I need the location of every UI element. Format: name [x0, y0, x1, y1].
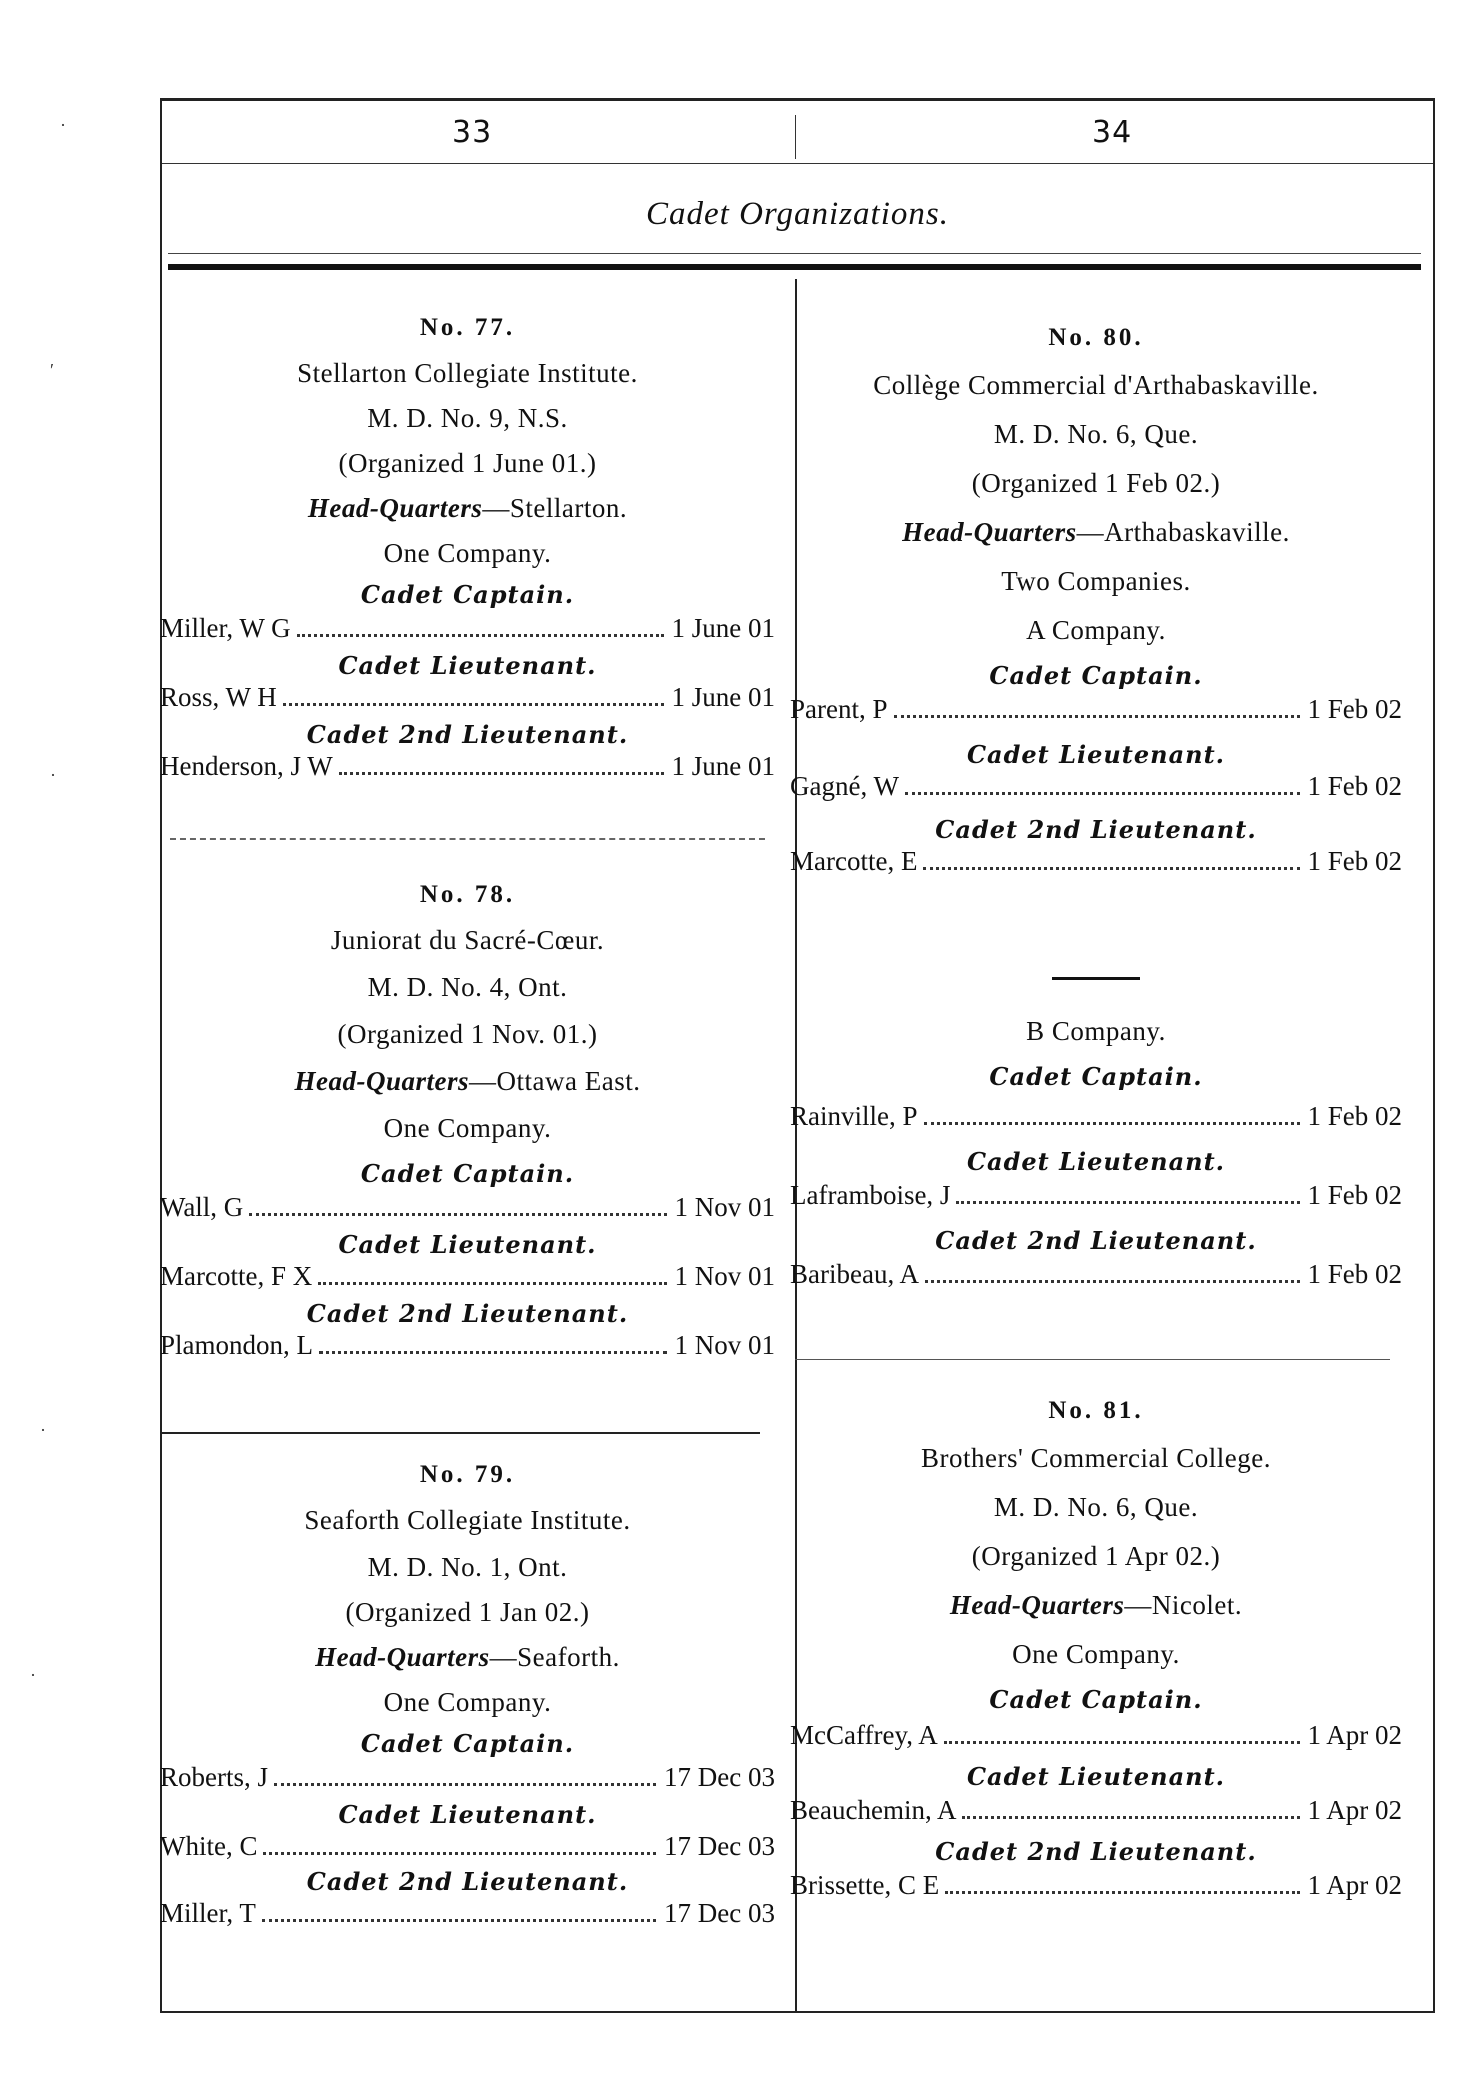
org-district: M. D. No. 1, Ont. — [367, 1552, 568, 1582]
officer-date: 1 June 01 — [671, 751, 775, 781]
hq-label: Head-Quarters — [307, 493, 483, 523]
officer-row — [160, 682, 775, 713]
company-a-heading: A Company. — [1026, 615, 1166, 645]
org-number: No. 78. — [419, 881, 516, 908]
dot-leader — [924, 1122, 1300, 1125]
scan-speck: ′ — [50, 360, 54, 380]
officer-name: McCaffrey, A — [790, 1720, 938, 1750]
org-number: No. 81. — [1048, 1397, 1144, 1424]
org-80 — [790, 325, 1402, 877]
dot-leader — [283, 703, 664, 706]
org-district: M. D. No. 4, Ont. — [367, 972, 568, 1002]
org-organized: (Organized 1 Apr 02.) — [971, 1541, 1221, 1571]
officer-name: Rainville, P — [790, 1101, 918, 1131]
dot-leader — [923, 867, 1299, 870]
rank-heading: Cadet Lieutenant. — [966, 1147, 1226, 1176]
org-number: No. 77. — [419, 314, 516, 341]
officer-name: Parent, P — [790, 694, 888, 724]
rank-heading: Cadet Captain. — [989, 1062, 1203, 1091]
company-b-heading: B Company. — [1026, 1016, 1166, 1046]
officer-date: 1 Feb 02 — [1307, 694, 1402, 724]
org-name: Juniorat du Sacré-Cœur. — [330, 925, 605, 955]
dot-leader — [274, 1783, 656, 1786]
dot-leader — [945, 1891, 1299, 1894]
section-separator — [170, 838, 765, 840]
hq-label: Head-Quarters — [949, 1590, 1125, 1620]
org-headquarters — [790, 1592, 1402, 1619]
officer-row — [790, 1795, 1402, 1826]
officer-row — [790, 1101, 1402, 1132]
scan-speck: · — [60, 115, 66, 135]
scan-speck: · — [50, 765, 56, 785]
org-number: No. 79. — [419, 1461, 516, 1488]
org-district: M. D. No. 6, Que. — [993, 1492, 1199, 1522]
rank-heading: Cadet Captain. — [360, 580, 575, 609]
org-name: Stellarton Collegiate Institute. — [297, 358, 638, 388]
officer-name: Wall, G — [160, 1192, 244, 1222]
rank-heading: Cadet Lieutenant. — [338, 1800, 597, 1829]
org-headquarters — [160, 1644, 775, 1671]
org-80-company-b — [790, 1018, 1402, 1290]
dot-leader — [944, 1741, 1300, 1744]
rank-heading: Cadet 2nd Lieutenant. — [935, 1226, 1257, 1255]
dot-leader — [319, 1351, 667, 1354]
officer-name: Miller, W G — [160, 613, 291, 643]
org-organized: (Organized 1 Jan 02.) — [345, 1597, 590, 1627]
org-headquarters — [790, 519, 1402, 546]
officer-name: Ross, W H — [160, 682, 277, 712]
title-rule-thick — [168, 264, 1421, 270]
officer-date: 1 Feb 02 — [1307, 771, 1402, 801]
rank-heading: Cadet Captain. — [989, 1685, 1203, 1714]
officer-date: 1 Apr 02 — [1307, 1795, 1402, 1825]
page-number-right: 34 — [1092, 115, 1133, 150]
org-name: Seaforth Collegiate Institute. — [304, 1505, 631, 1535]
org-81 — [790, 1398, 1402, 1901]
org-companies: Two Companies. — [1001, 566, 1191, 596]
hq-place: —Arthabaskaville. — [1076, 517, 1290, 547]
officer-row — [160, 751, 775, 782]
officer-name: Baribeau, A — [790, 1259, 919, 1289]
title-rule-thin — [168, 253, 1421, 254]
dot-leader — [925, 1280, 1300, 1283]
officer-name: Marcotte, F X — [160, 1261, 313, 1291]
dot-leader — [262, 1919, 656, 1922]
dot-leader — [249, 1213, 666, 1216]
officer-date: 1 June 01 — [671, 682, 775, 712]
officer-date: 17 Dec 03 — [664, 1762, 775, 1792]
officer-date: 1 June 01 — [671, 613, 775, 643]
officer-row — [160, 1898, 775, 1929]
rank-heading: Cadet 2nd Lieutenant. — [306, 1299, 629, 1328]
dot-leader — [894, 715, 1300, 718]
hq-place: —Stellarton. — [482, 493, 628, 523]
officer-name: Marcotte, E — [790, 846, 918, 876]
officer-row — [160, 1762, 775, 1793]
officer-row — [790, 1259, 1402, 1290]
rank-heading: Cadet Captain. — [360, 1159, 575, 1188]
dot-leader — [263, 1852, 656, 1855]
header-rule — [162, 163, 1433, 164]
org-companies: One Company. — [1012, 1639, 1180, 1669]
org-name: Collège Commercial d'Arthabaskaville. — [873, 370, 1319, 400]
officer-name: Brissette, C E — [790, 1870, 940, 1900]
officer-row — [160, 1330, 775, 1361]
section-separator — [795, 1359, 1390, 1360]
org-number: No. 80. — [1048, 324, 1144, 351]
hq-label: Head-Quarters — [294, 1066, 470, 1096]
rank-heading: Cadet Lieutenant. — [338, 1230, 597, 1259]
org-district: M. D. No. 9, N.S. — [367, 403, 568, 433]
officer-name: Roberts, J — [160, 1762, 268, 1792]
officer-row — [790, 1180, 1402, 1211]
dot-leader — [297, 634, 664, 637]
org-organized: (Organized 1 Feb 02.) — [971, 468, 1221, 498]
org-79 — [160, 1462, 775, 1929]
hq-place: —Nicolet. — [1124, 1590, 1243, 1620]
page-title: Cadet Organizations. — [646, 196, 949, 232]
org-name: Brothers' Commercial College. — [920, 1443, 1272, 1473]
officer-date: 1 Feb 02 — [1307, 846, 1402, 876]
scan-speck: · — [30, 1665, 36, 1685]
hq-label: Head-Quarters — [315, 1642, 490, 1672]
rank-heading: Cadet 2nd Lieutenant. — [935, 1837, 1257, 1866]
rank-heading: Cadet Lieutenant. — [338, 651, 597, 680]
dot-leader — [339, 772, 664, 775]
officer-date: 1 Nov 01 — [674, 1192, 775, 1222]
officer-row — [160, 1831, 775, 1862]
page-number-divider — [795, 115, 796, 159]
page-number-left: 33 — [452, 115, 493, 150]
officer-date: 1 Feb 02 — [1307, 1180, 1402, 1210]
org-companies: One Company. — [383, 538, 552, 568]
officer-row — [790, 846, 1402, 877]
officer-name: White, C — [160, 1831, 258, 1861]
officer-date: 17 Dec 03 — [664, 1831, 775, 1861]
rank-heading: Cadet 2nd Lieutenant. — [306, 720, 629, 749]
rank-heading: Cadet Captain. — [360, 1729, 575, 1758]
rank-heading: Cadet Lieutenant. — [966, 740, 1226, 769]
officer-row — [790, 1720, 1402, 1751]
officer-name: Beauchemin, A — [790, 1795, 957, 1825]
officer-date: 1 Feb 02 — [1307, 1101, 1402, 1131]
officer-row — [160, 613, 775, 644]
org-headquarters — [160, 495, 775, 522]
rank-heading: Cadet Lieutenant. — [966, 1762, 1226, 1791]
officer-date: 1 Nov 01 — [674, 1261, 775, 1291]
org-78 — [160, 882, 775, 1361]
hq-place: —Seaforth. — [489, 1642, 620, 1672]
dot-leader — [318, 1282, 666, 1285]
officer-row — [790, 694, 1402, 725]
rank-heading: Cadet 2nd Lieutenant. — [306, 1867, 629, 1896]
org-district: M. D. No. 6, Que. — [993, 419, 1199, 449]
officer-row — [790, 771, 1402, 802]
officer-row — [790, 1870, 1402, 1901]
officer-date: 17 Dec 03 — [664, 1898, 775, 1928]
org-organized: (Organized 1 June 01.) — [338, 448, 597, 478]
officer-row — [160, 1192, 775, 1223]
officer-row — [160, 1261, 775, 1292]
officer-name: Henderson, J W — [160, 751, 333, 781]
hq-label: Head-Quarters — [902, 517, 1077, 547]
hq-place: —Ottawa East. — [469, 1066, 641, 1096]
officer-date: 1 Apr 02 — [1307, 1720, 1402, 1750]
officer-date: 1 Feb 02 — [1307, 1259, 1402, 1289]
rank-heading: Cadet Captain. — [989, 661, 1203, 690]
org-77 — [160, 315, 775, 782]
org-headquarters — [160, 1068, 775, 1095]
org-organized: (Organized 1 Nov. 01.) — [337, 1019, 598, 1049]
officer-name: Miller, T — [160, 1898, 256, 1928]
officer-date: 1 Apr 02 — [1307, 1870, 1402, 1900]
officer-name: Gagné, W — [790, 771, 899, 801]
dot-leader — [956, 1201, 1299, 1204]
officer-name: Laframboise, J — [790, 1180, 951, 1210]
dot-leader — [962, 1816, 1299, 1819]
section-separator — [160, 1432, 760, 1434]
scan-speck: · — [40, 1420, 46, 1440]
org-companies: One Company. — [383, 1687, 552, 1717]
company-separator — [1052, 977, 1140, 980]
officer-date: 1 Nov 01 — [674, 1330, 775, 1360]
officer-name: Plamondon, L — [160, 1330, 313, 1360]
dot-leader — [905, 792, 1300, 795]
org-companies: One Company. — [383, 1113, 552, 1143]
rank-heading: Cadet 2nd Lieutenant. — [935, 815, 1257, 844]
